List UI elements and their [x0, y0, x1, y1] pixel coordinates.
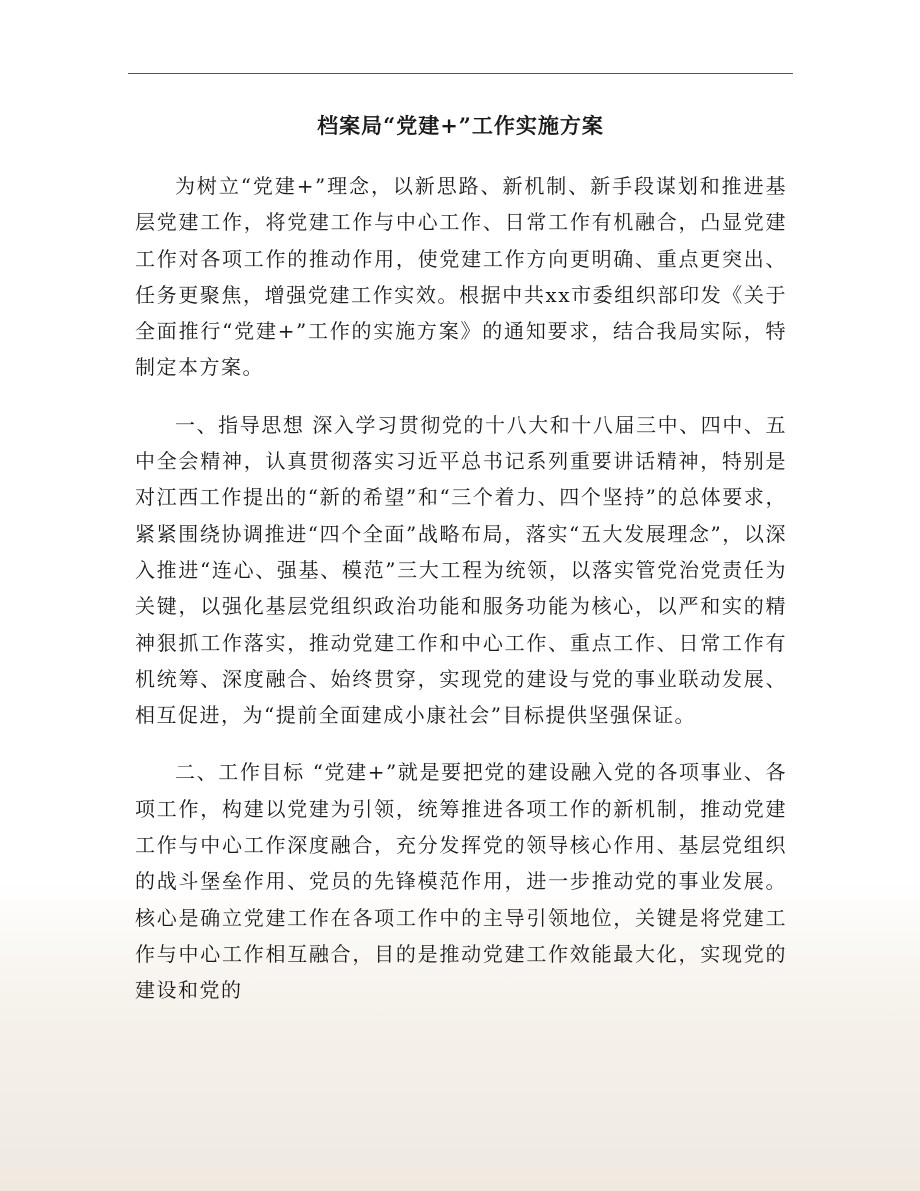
paragraph-intro: 为树立“党建+”理念，以新思路、新机制、新手段谋划和推进基层党建工作，将党建工作与中心工作、日常工作有机融合，凸显党建工作对各项工作的推动作用，使党建工作方向更明确、重点更突出、任务更聚焦，增强党建工作实效。根据中共xx市委组织部印发《关于全面推行“党建+”工作的实施方案》的通知要求，结合我局实际，特制定本方案。	[135, 174, 787, 380]
header-rule	[128, 73, 793, 74]
document-body	[135, 168, 787, 1009]
paragraph-guiding-ideology: 一、指导思想 深入学习贯彻党的十八大和十八届三中、四中、五中全会精神，认真贯彻落实习近平总书记系列重要讲话精神，特别是对江西工作提出的“新的希望”和“三个着力、四个坚持”的总体要求，紧紧围绕协调推进“四个全面”战略布局，落实“五大发展理念”，以深入推进“连心、强基、模范”三大工程为统领，以落实管党治党责任为关键，以强化基层党组织政治功能和服务功能为核心，以严和实的精神狠抓工作落实，推动党建工作和中心工作、重点工作、日常工作有机统筹、深度融合、始终贯穿，实现党的建设与党的事业联动发展、相互促进，为“提前全面建成小康社会”目标提供坚强保证。	[135, 412, 787, 728]
document-title: 档案局“党建+”工作实施方案	[317, 113, 604, 138]
paragraph-work-goals: 二、工作目标 “党建+”就是要把党的建设融入党的各项事业、各项工作，构建以党建为引领，统筹推进各项工作的新机制，推动党建工作与中心工作深度融合，充分发挥党的领导核心作用、基层党组织的战斗堡垒作用、党员的先锋模范作用，进一步推动党的事业发展。核心是确立党建工作在各项工作中的主导引领地位，关键是将党建工作与中心工作相互融合，目的是推动党建工作效能最大化，实现党的建设和党的	[135, 760, 787, 1003]
